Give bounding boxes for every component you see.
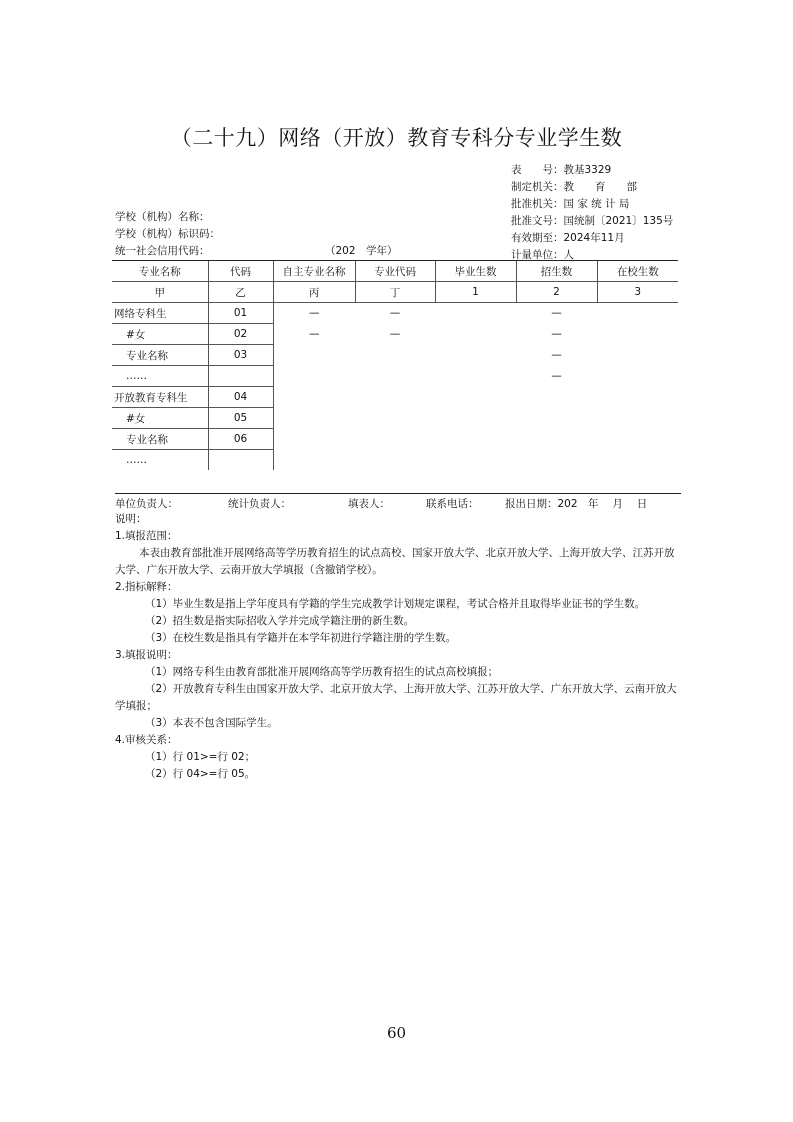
filler-label: 填表人： (348, 498, 390, 510)
valid-until: 有效期至：2024年11月 (511, 232, 625, 244)
dash-cell: — (551, 370, 562, 382)
col-header-major-code: 专业代码 (355, 261, 435, 282)
col-header-graduates: 毕业生数 (435, 261, 516, 282)
notes-heading: 说明： (115, 513, 147, 525)
school-name-label: 学校（机构）名称： (115, 211, 210, 223)
note-item: （1）行 01>=行 02； (145, 751, 256, 763)
row-code (208, 366, 273, 387)
unit-head-label: 单位负责人： (115, 498, 178, 510)
signature-line (115, 493, 681, 511)
credit-code-label: 统一社会信用代码： (115, 245, 210, 257)
instructions (115, 511, 683, 783)
dash-cell: — (551, 349, 562, 361)
form-number: 表 号：教基3329 (511, 164, 612, 176)
dash-cell: — (389, 307, 401, 320)
stat-head-label: 统计负责人： (228, 498, 291, 510)
dash-cell: — (389, 328, 401, 340)
table-row (112, 303, 678, 324)
index-cell: 甲 (112, 282, 208, 303)
table-row (112, 345, 678, 366)
col-header-major-name: 专业名称 (112, 261, 208, 282)
row-label: #女 (112, 324, 208, 345)
index-cell: 3 (597, 282, 678, 303)
row-label: 网络专科生 (112, 303, 208, 324)
section-heading: 3.填报说明： (115, 649, 178, 661)
page-number: 60 (386, 1024, 407, 1042)
report-date-label: 报出日期：202 年 月 日 (505, 498, 648, 510)
col-header-enrollment: 招生数 (516, 261, 597, 282)
row-code: 06 (208, 429, 273, 450)
dash-cell: — (551, 328, 562, 340)
row-label: 专业名称 (112, 345, 208, 366)
section-heading: 2.指标解释： (115, 581, 178, 593)
row-code: 05 (208, 408, 273, 429)
row-label: …… (112, 366, 208, 387)
section-text: 本表由教育部批准开展网络高等学历教育招生的试点高校、国家开放大学、北京开放大学、上海开放大学、江苏开放大学、广东开放大学、云南开放大学填报（含撤销学校）。 (115, 547, 675, 576)
table-row (112, 408, 678, 429)
table-row (112, 366, 678, 387)
approval-document: 批准文号：国统制〔2021〕135号 (511, 215, 674, 227)
table-header-row (112, 261, 678, 282)
index-cell: 丙 (273, 282, 355, 303)
col-header-custom-major-name: 自主专业名称 (273, 261, 355, 282)
row-code: 03 (208, 345, 273, 366)
row-code: 02 (208, 324, 273, 345)
row-code: 04 (208, 387, 273, 408)
index-cell: 1 (435, 282, 516, 303)
section-heading: 4.审核关系： (115, 734, 178, 746)
issuing-authority: 制定机关：教 育 部 (511, 181, 637, 193)
document-title: （二十九）网络（开放）教育专科分专业学生数 (170, 126, 623, 150)
row-label: #女 (112, 408, 208, 429)
note-item: （3）本表不包含国际学生。 (145, 717, 278, 729)
col-header-code: 代码 (208, 261, 273, 282)
unit-of-measure: 计量单位：人 (511, 249, 574, 261)
section-heading: 1.填报范围： (115, 530, 178, 542)
phone-label: 联系电话： (426, 498, 479, 510)
table-row (112, 450, 678, 471)
row-label: …… (126, 454, 147, 466)
note-item: （1）网络专科生由教育部批准开展网络高等学历教育招生的试点高校填报； (145, 666, 499, 678)
index-cell: 丁 (355, 282, 435, 303)
school-id-label: 学校（机构）标识码： (115, 228, 220, 240)
row-label: 专业名称 (112, 429, 208, 450)
dash-cell: — (273, 324, 355, 345)
index-cell: 2 (516, 282, 597, 303)
table-row (112, 387, 678, 408)
school-info (115, 209, 220, 260)
row-code: 01 (208, 303, 273, 324)
dash-cell: — (551, 307, 562, 320)
index-cell: 乙 (208, 282, 273, 303)
note-item: （2）行 04>=行 05。 (145, 768, 256, 780)
row-label: 开放教育专科生 (112, 387, 208, 408)
student-count-table (112, 260, 678, 470)
academic-year-label: （202 学年） (325, 245, 398, 257)
note-item: （2）招生数是指实际招收入学并完成学籍注册的新生数。 (145, 615, 415, 627)
approving-authority: 批准机关：国 家 统 计 局 (511, 198, 630, 210)
note-item: （1）毕业生数是指上学年度具有学籍的学生完成教学计划规定课程，考试合格并且取得毕业证书的学生数。 (145, 598, 646, 610)
note-item: （2）开放教育专科生由国家开放大学、北京开放大学、上海开放大学、江苏开放大学、广东开放大学、云南开放大学填报； (115, 683, 677, 712)
note-item: （3）在校生数是指具有学籍并在本学年初进行学籍注册的学生数。 (145, 632, 457, 644)
dash-cell: — (273, 303, 355, 324)
col-header-students: 在校生数 (597, 261, 678, 282)
table-row (112, 429, 678, 450)
row-code (208, 450, 273, 471)
table-index-row (112, 282, 678, 303)
form-metadata (511, 162, 673, 264)
table-row (112, 324, 678, 345)
